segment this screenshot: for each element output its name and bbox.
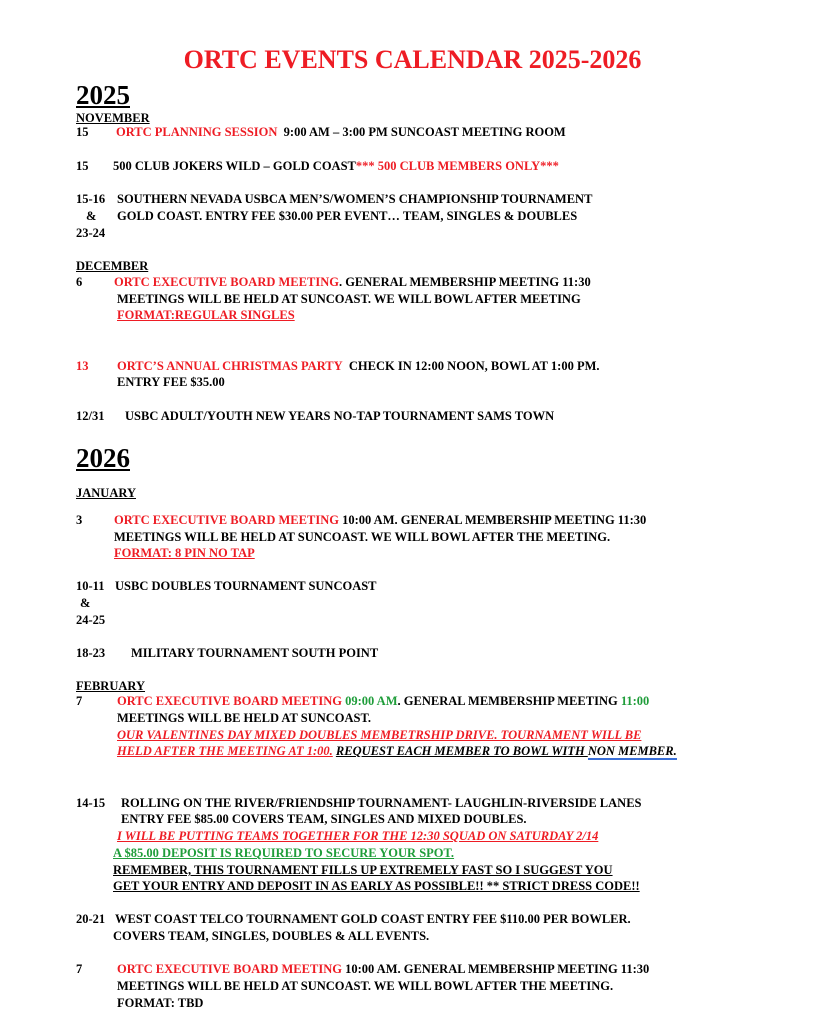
event-date: 20-21 [76, 912, 106, 926]
event-description [117, 358, 600, 375]
event-date: 23-24 [76, 226, 106, 240]
event-name: ORTC EXECUTIVE BOARD MEETING [117, 962, 342, 976]
event-name: ORTC EXECUTIVE BOARD MEETING [114, 513, 339, 527]
event-time: 11:00 [620, 694, 650, 708]
event-note: I WILL BE PUTTING TEAMS TOGETHER FOR THE 12:30 SQUAD ON SATURDAY 2/14 [117, 829, 599, 843]
event-date: 14-15 [76, 796, 106, 810]
event-format: FORMAT:REGULAR SINGLES [117, 308, 295, 322]
event-description: ROLLING ON THE RIVER/FRIENDSHIP TOURNAMENT- LAUGHLIN-RIVERSIDE LANES [121, 796, 642, 810]
event-date: 7 [76, 962, 83, 976]
event-detail: 9:00 AM – 3:00 PM SUNCOAST MEETING ROOM [283, 125, 566, 139]
event-detail: 10:00 AM. GENERAL MEMBERSHIP MEETING 11:30 [345, 962, 650, 976]
event-name: 500 CLUB JOKERS WILD – GOLD COAST [113, 159, 356, 173]
event-description: WEST COAST TELCO TOURNAMENT GOLD COAST ENTRY FEE $110.00 PER BOWLER. [115, 912, 631, 926]
event-note: GET YOUR ENTRY AND DEPOSIT IN AS EARLY AS POSSIBLE!! ** STRICT DRESS CODE!! [113, 879, 640, 893]
month-heading-november: NOVEMBER [76, 111, 150, 125]
event-detail: CHECK IN 12:00 NOON, BOWL AT 1:00 PM. [348, 359, 600, 373]
event-description [117, 693, 649, 710]
event-date-separator: & [80, 596, 91, 610]
event-detail: 10:00 AM. GENERAL MEMBERSHIP MEETING 11:30 [342, 513, 647, 527]
event-date: 15 [76, 159, 89, 173]
event-promo-link: NON MEMBER. [587, 744, 677, 758]
event-date: 24-25 [76, 613, 106, 627]
event-date: 15-16 [76, 192, 106, 206]
event-description: SOUTHERN NEVADA USBCA MEN’S/WOMEN’S CHAMPIONSHIP TOURNAMENT [117, 192, 593, 206]
event-description: ENTRY FEE $35.00 [117, 375, 225, 389]
event-date: 13 [76, 359, 89, 373]
event-name: ORTC EXECUTIVE BOARD MEETING [117, 694, 342, 708]
event-description: MILITARY TOURNAMENT SOUTH POINT [131, 646, 379, 660]
month-heading-february: FEBRUARY [76, 679, 146, 693]
event-date: 10-11 [76, 579, 105, 593]
event-date: 7 [76, 694, 83, 708]
event-detail: . GENERAL MEMBERSHIP MEETING [397, 694, 621, 708]
event-time: 09:00 AM [345, 694, 398, 708]
month-heading-january: JANUARY [76, 486, 136, 500]
event-description: MEETINGS WILL BE HELD AT SUNCOAST. WE WILL BOWL AFTER THE MEETING. [114, 530, 611, 544]
event-format: FORMAT: 8 PIN NO TAP [114, 546, 255, 560]
event-note: *** 500 CLUB MEMBERS ONLY*** [355, 159, 559, 173]
event-date: 15 [76, 125, 89, 139]
event-date: 12/31 [76, 409, 105, 423]
event-date-separator: & [86, 209, 97, 223]
event-description: COVERS TEAM, SINGLES, DOUBLES & ALL EVENTS. [113, 929, 430, 943]
event-description: MEETINGS WILL BE HELD AT SUNCOAST. WE WILL BOWL AFTER MEETING [117, 292, 581, 306]
event-date: 3 [76, 513, 83, 527]
event-description [117, 961, 649, 978]
event-description: USBC DOUBLES TOURNAMENT SUNCOAST [115, 579, 377, 593]
event-description [113, 158, 559, 175]
event-note: REMEMBER, THIS TOURNAMENT FILLS UP EXTREMELY FAST SO I SUGGEST YOU [113, 863, 613, 877]
event-description: MEETINGS WILL BE HELD AT SUNCOAST. WE WILL BOWL AFTER THE MEETING. [117, 979, 614, 993]
event-date: 6 [76, 275, 83, 289]
event-description [114, 512, 646, 529]
month-heading-december: DECEMBER [76, 259, 149, 273]
event-deposit-note: A $85.00 DEPOSIT IS REQUIRED TO SECURE YOUR SPOT. [113, 846, 455, 860]
event-detail: . GENERAL MEMBERSHIP MEETING 11:30 [338, 275, 591, 289]
event-name: ORTC PLANNING SESSION [116, 125, 278, 139]
event-promo [117, 743, 677, 760]
event-description [116, 124, 566, 141]
event-description: GOLD COAST. ENTRY FEE $30.00 PER EVENT… TEAM, SINGLES & DOUBLES [117, 209, 578, 223]
event-promo-text: REQUEST EACH MEMBER TO BOWL WITH [335, 744, 588, 758]
page-title: ORTC EVENTS CALENDAR 2025-2026 [183, 45, 642, 74]
event-description: USBC ADULT/YOUTH NEW YEARS NO-TAP TOURNAMENT SAMS TOWN [125, 409, 555, 423]
event-description: MEETINGS WILL BE HELD AT SUNCOAST. [117, 711, 372, 725]
event-description [114, 274, 591, 291]
event-description: ENTRY FEE $85.00 COVERS TEAM, SINGLES AND MIXED DOUBLES. [121, 812, 527, 826]
event-promo: OUR VALENTINES DAY MIXED DOUBLES MEMBETRSHIP DRIVE. TOURNAMENT WILL BE [117, 728, 642, 742]
event-format: FORMAT: TBD [117, 996, 204, 1010]
year-heading-2026: 2026 [76, 443, 130, 473]
event-name: ORTC’S ANNUAL CHRISTMAS PARTY [117, 359, 343, 373]
event-name: ORTC EXECUTIVE BOARD MEETING [114, 275, 339, 289]
event-date: 18-23 [76, 646, 106, 660]
event-promo-text: HELD AFTER THE MEETING AT 1:00. [117, 744, 333, 758]
year-heading-2025: 2025 [76, 80, 130, 110]
